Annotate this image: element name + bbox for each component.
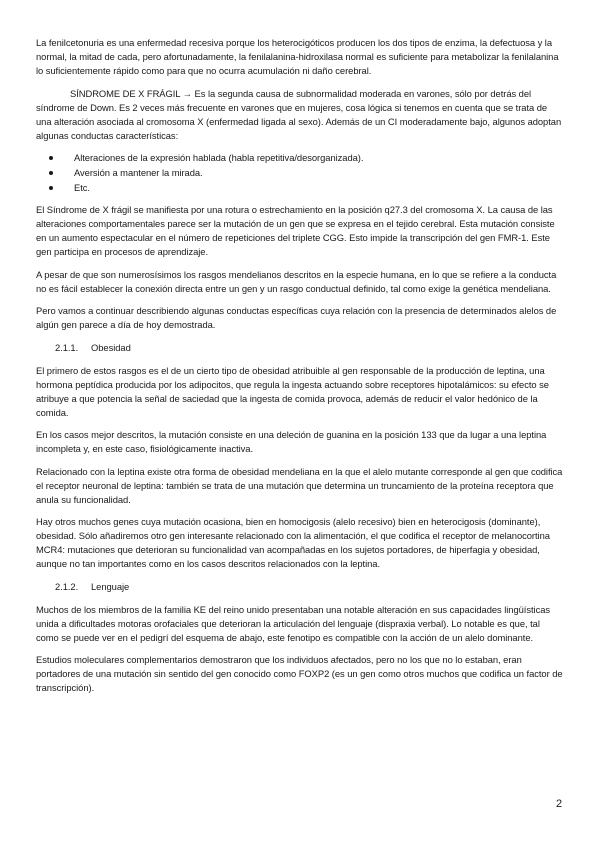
section-number: 2.1.1. <box>55 341 79 353</box>
page-number: 2 <box>556 798 563 810</box>
paragraph-receptor-leptina: Relacionado con la leptina existe otra forma de obesidad mendeliana en la que el alelo mutante corresponde al gen que codifica el receptor neuronal de leptina: también se trata de una mutación que determina un truncamiento de la proteína receptora que anula su funcionalidad. <box>36 465 563 505</box>
bullet-text: Etc. <box>74 182 90 193</box>
section-heading-lenguaje <box>36 580 563 594</box>
paragraph-rasgos-mendelianos: A pesar de que son numerosísimos los rasgos mendelianos descritos en la especie humana, en lo que se refiere a la conducta no es fácil establecer la conexión directa entre un gen y un rasgo conductual definido, tal como exige la genética mendeliana. <box>36 268 557 294</box>
paragraph-fenilcetonuria: La fenilcetonuria es una enfermedad recesiva porque los heterocigóticos producen los dos tipos de enzima, la defectuosa y la normal, la mitad de cada, pero afortunadamente, la fenilalanina-hidroxilasa normal es suficiente para metabolizar la fenilalanina lo suficientemente rápido como para que no ocurra acumulación ni daño cerebral. <box>36 37 559 76</box>
paragraph-delecion-guanina: En los casos mejor descritos, la mutación consiste en una deleción de guanina en la posición 133 que da lugar a una leptina incompleta y, en este caso, fisiológicamente inactiva. <box>36 429 547 454</box>
section-heading-obesidad <box>36 341 563 355</box>
paragraph-foxp2: Estudios moleculares complementarios demostraron que los individuos afectados, pero no los que no lo estaban, eran portadores de una mutación sin sentido del gen conocido como FOXP2 (es un gen como otros muchos que codifica un factor de transcripción). <box>36 654 563 693</box>
bullet-item <box>36 181 563 195</box>
bullet-item <box>36 166 563 180</box>
bullet-icon <box>49 171 53 175</box>
bullet-item <box>36 151 563 165</box>
paragraph-leptina: El primero de estos rasgos es el de un cierto tipo de obesidad atribuible al gen responsable de la producción de leptina, una hormona peptídica producida por los adipocitos, que regula la ingesta actuando sobre receptores hipotalámicos: su efecto se atribuye a que potencia la señal de saciedad que la ingesta de comida provoca, además de reducir el valor hedónico de la comida. <box>36 364 549 418</box>
section-number: 2.1.2. <box>55 580 79 592</box>
section-title: Obesidad <box>91 341 131 353</box>
section-title: Lenguaje <box>91 580 130 592</box>
bullet-icon <box>49 156 53 160</box>
paragraph-conductas-especificas: Pero vamos a continuar describiendo algunas conductas específicas cuya relación con la presencia de determinados alelos de algún gen parece a día de hoy demostrada. <box>36 305 557 330</box>
paragraph-x-fragil-causa: El Síndrome de X frágil se manifiesta por una rotura o estrechamiento en la posición q27.3 del cromosoma X. La causa de las alteraciones comportamentales parece ser la mutación de un gen que se expresa en el tejido cerebral. Esta mutación consiste en un aumento espectacular en el número de repeticiones del triplete CGG. Esto impide la transcripción del gen FMR-1. Este gen participa en procesos de aprendizaje. <box>36 204 555 257</box>
bullet-icon <box>49 186 53 190</box>
paragraph-familia-ke: Muchos de los miembros de la familia KE del reino unido presentaban una notable alteración en sus capacidades lingüísticas unida a dificultades motoras orofaciales que deterioran la articulación del lenguaje (dispraxia verbal). Lo notable es que, tal como se puede ver en el pedigrí del esquema de abajo, este fenotipo es compatible con la acción de un alelo dominante. <box>36 603 551 643</box>
bullet-text: Aversión a mantener la mirada. <box>74 167 203 178</box>
paragraph-x-fragil-intro: SÍNDROME DE X FRÁGIL → Es la segunda causa de subnormalidad moderada en varones, sólo por detrás del síndrome de Down. Es 2 veces más frecuente en varones que en mujeres, cosa lógica si tenemos en cuenta que se trata de una alteración asociada al cromosoma X (enfermedad ligada al sexo). Además de un CI moderadamente bajo, algunos adoptan algunas conductas características: <box>36 87 562 141</box>
document-page <box>36 36 563 704</box>
paragraph-mcr4: Hay otros muchos genes cuya mutación ocasiona, bien en homocigosis (alelo recesivo) bien en heterocigosis (dominante), obesidad. Sólo añadiremos otro gen interesante relacionado con la alimentación, el que codifica el receptor de melanocortina MCR4: mutaciones que deterioran su funcionalidad van acompañadas en los sujetos portadores, de hiperfagia y obesidad, aunque no tan importantes como en los casos descritos relacionados con la leptina. <box>36 516 550 569</box>
bullet-list-conductas <box>36 151 563 195</box>
bullet-text: Alteraciones de la expresión hablada (habla repetitiva/desorganizada). <box>74 152 364 163</box>
